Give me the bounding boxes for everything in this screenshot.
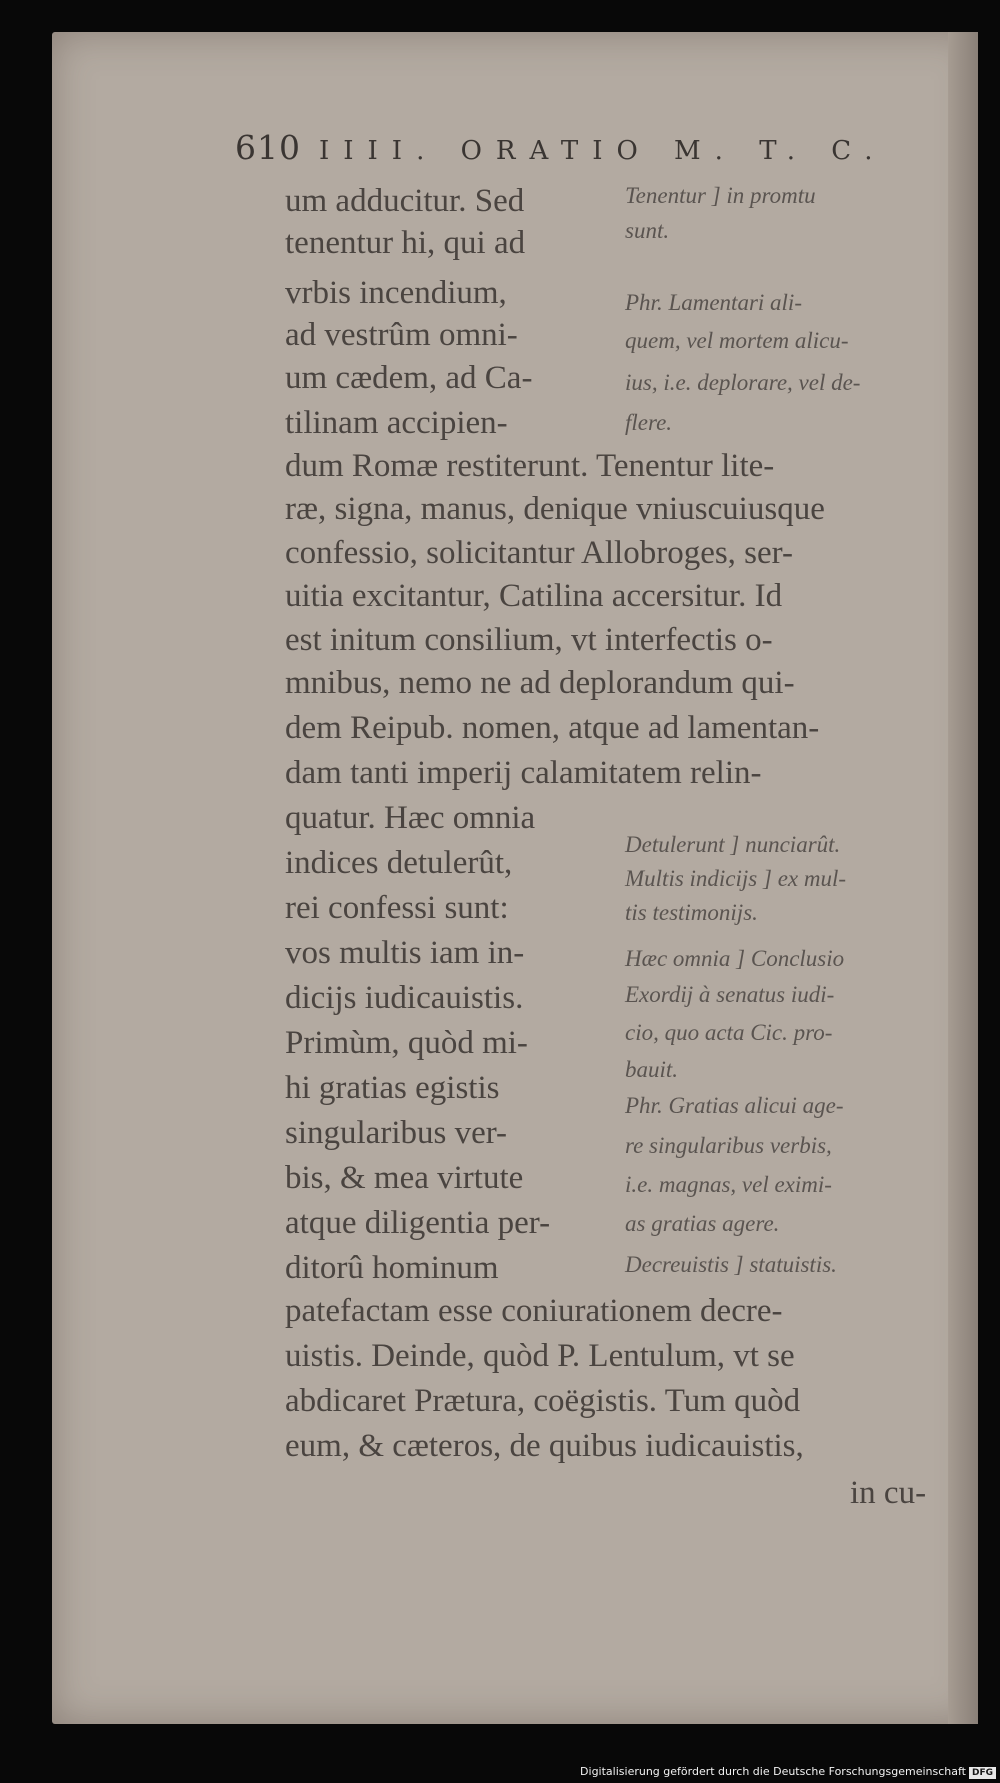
marginal-note: ius, i.e. deplorare, vel de- [625, 370, 861, 395]
main-text-line: indices detulerût, [285, 845, 513, 881]
marginal-note: Hæc omnia ] Conclusio [625, 946, 845, 971]
main-text-line: um adducitur. Sed [285, 183, 525, 219]
main-text-line: uitia excitantur, Catilina accersitur. Id [285, 578, 783, 614]
main-text-line: singularibus ver- [285, 1115, 508, 1151]
main-text-line: dam tanti imperij calamitatem relin- [285, 755, 762, 791]
main-text-line: dem Reipub. nomen, atque ad lamentan- [285, 710, 820, 746]
marginal-note: as gratias agere. [625, 1211, 780, 1236]
main-text-line: dum Romæ restiterunt. Tenentur lite- [285, 448, 775, 484]
header-title: IIII. ORATIO M. T. C. [319, 136, 887, 166]
marginal-note: re singularibus verbis, [625, 1133, 832, 1158]
marginal-note: tis testimonijs. [625, 900, 758, 925]
catchword: in cu- [850, 1475, 927, 1511]
dfg-logo: DFG [969, 1767, 996, 1779]
main-text-line: patefactam esse coniurationem decre- [285, 1293, 783, 1329]
marginal-note: cio, quo acta Cic. pro- [625, 1020, 833, 1045]
main-text-line: uistis. Deinde, quòd P. Lentulum, vt se [285, 1338, 795, 1374]
marginal-note: bauit. [625, 1057, 679, 1082]
digitization-credit [580, 1765, 996, 1779]
main-text-line: dicijs iudicauistis. [285, 980, 524, 1016]
main-text-line: vrbis incendium, [285, 275, 507, 311]
main-text-line: abdicaret Prætura, coëgistis. Tum quòd [285, 1383, 801, 1419]
marginal-note: Tenentur ] in promtu [625, 183, 816, 208]
running-header [235, 128, 886, 167]
marginal-note: quem, vel mortem alicu- [625, 328, 849, 353]
page-number: 610 [235, 128, 301, 167]
main-text-line: atque diligentia per- [285, 1205, 551, 1241]
marginal-note: Phr. Gratias alicui age- [625, 1093, 844, 1118]
credit-text: Digitalisierung gefördert durch die Deutsche Forschungsgemeinschaft [580, 1765, 966, 1778]
main-text-line: hi gratias egistis [285, 1070, 500, 1106]
main-text-line: rei confessi sunt: [285, 890, 509, 926]
main-text-line: tenentur hi, qui ad [285, 225, 526, 261]
marginal-note: Decreuistis ] statuistis. [625, 1252, 837, 1277]
marginal-note: Phr. Lamentari ali- [625, 290, 802, 315]
main-text-line: quatur. Hæc omnia [285, 800, 536, 836]
marginal-note: Exordij à senatus iudi- [625, 982, 835, 1007]
main-text-line: um cædem, ad Ca- [285, 360, 533, 396]
marginal-note: flere. [625, 410, 673, 435]
main-text-line: mnibus, nemo ne ad deplorandum qui- [285, 665, 795, 701]
main-text-line: est initum consilium, vt interfectis o- [285, 622, 773, 658]
main-text-line: confessio, solicitantur Allobroges, ser- [285, 535, 793, 571]
main-text-line: eum, & cæteros, de quibus iudicauistis, [285, 1428, 804, 1464]
marginal-note: Detulerunt ] nunciarût. [625, 832, 841, 857]
marginal-note: i.e. magnas, vel eximi- [625, 1172, 832, 1197]
main-text-line: tilinam accipien- [285, 405, 508, 441]
main-text-line: bis, & mea virtute [285, 1160, 524, 1196]
main-text-line: vos multis iam in- [285, 935, 525, 971]
main-text-line: ditorû hominum [285, 1250, 499, 1286]
main-text-line: Primùm, quòd mi- [285, 1025, 528, 1061]
marginal-note: Multis indicijs ] ex mul- [625, 866, 847, 891]
main-text-line: ræ, signa, manus, denique vniuscuiusque [285, 491, 825, 527]
marginal-note: sunt. [625, 218, 670, 243]
main-text-line: ad vestrûm omni- [285, 317, 518, 353]
